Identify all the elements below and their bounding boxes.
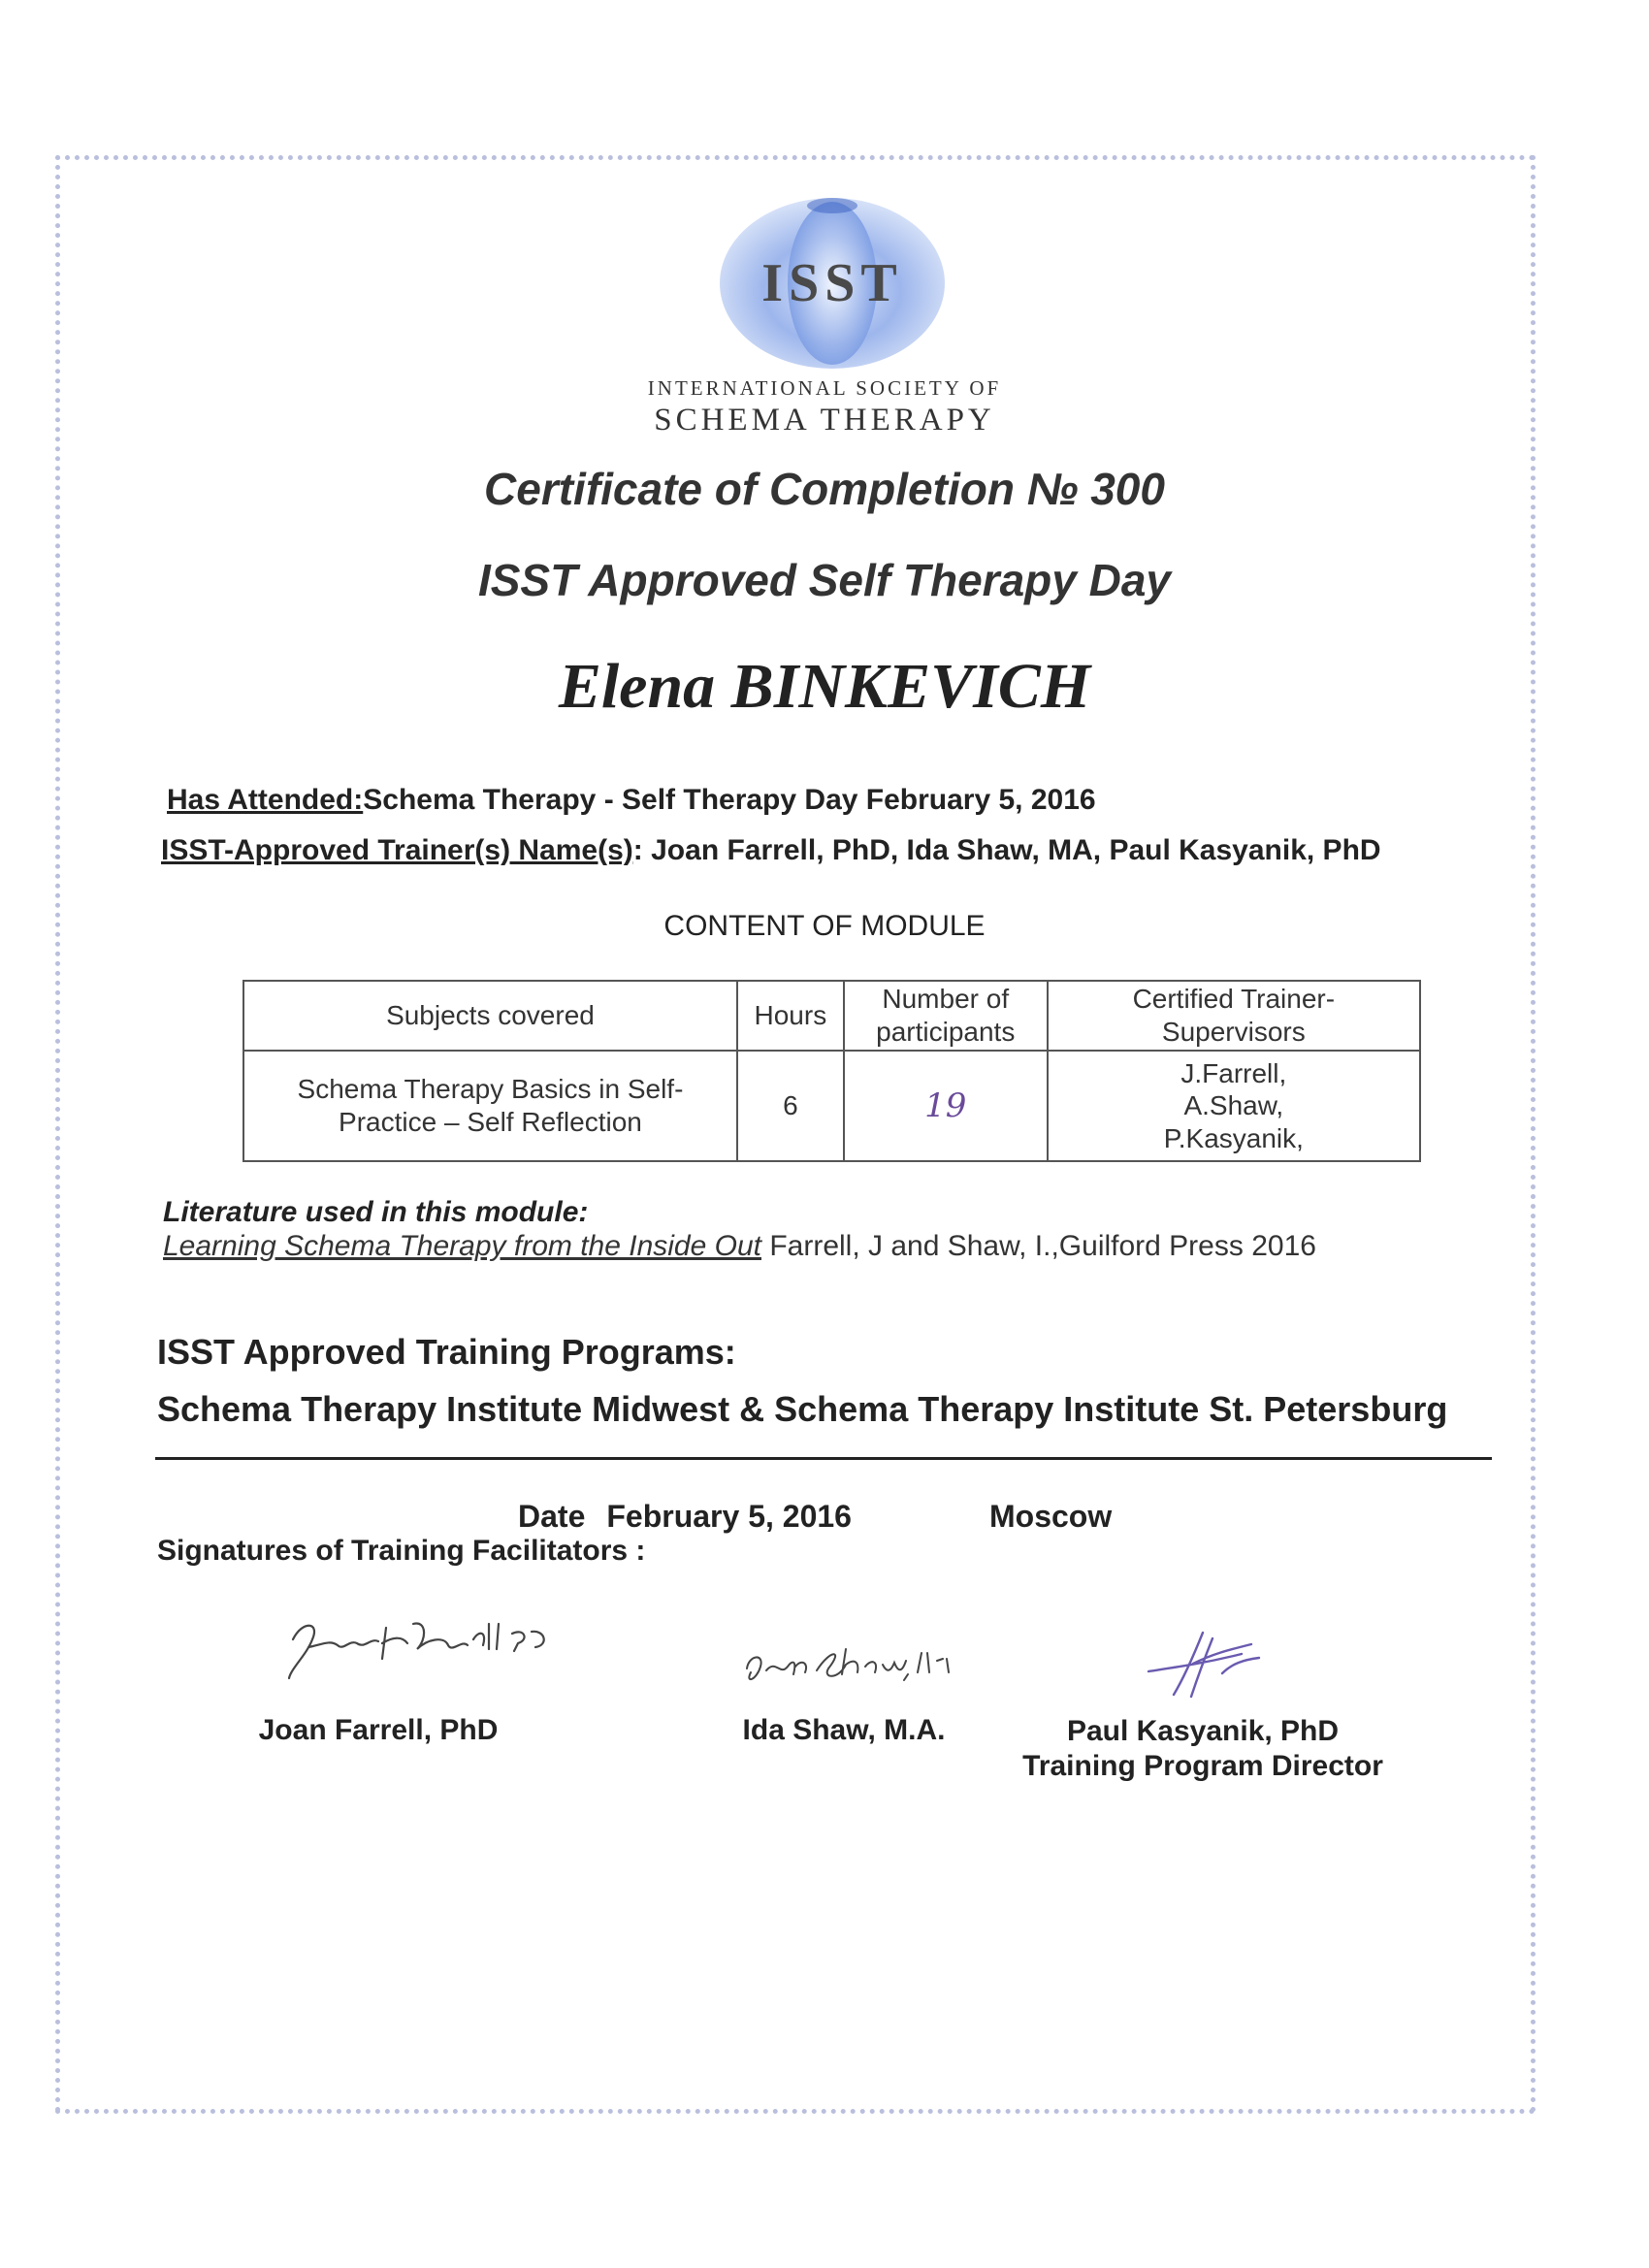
city: Moscow <box>989 1499 1113 1534</box>
supervisor-2: A.Shaw, <box>1183 1090 1284 1121</box>
signature-farrell <box>281 1610 553 1688</box>
signer-farrell: Joan Farrell, PhD <box>258 1714 499 1746</box>
programs-heading: ISST Approved Training Programs: <box>157 1332 736 1372</box>
signer-kasyanik-name: Paul Kasyanik, PhD <box>1066 1715 1340 1747</box>
recipient-name: Elena BINKEVICH <box>558 651 1091 722</box>
header-supervisors-line2: Supervisors <box>1161 1017 1306 1047</box>
certificate-title: Certificate of Completion № 300 <box>484 464 1165 514</box>
supervisor-3: P.Kasyanik, <box>1163 1122 1304 1153</box>
participants-handwritten: 19 <box>924 1085 967 1125</box>
attended-line <box>167 784 1096 817</box>
date-line <box>518 1499 852 1535</box>
org-name-line1: INTERNATIONAL SOCIETY OF <box>647 376 1002 400</box>
header-supervisors <box>1048 981 1420 1051</box>
header-participants <box>844 981 1048 1051</box>
cell-supervisors <box>1048 1051 1420 1161</box>
header-participants-line1: Number of <box>882 984 1010 1015</box>
subject-line1: Schema Therapy Basics in Self- <box>297 1074 684 1105</box>
isst-logo-emblem <box>718 194 947 369</box>
literature-details: Farrell, J and Shaw, I.,Guilford Press 2016 <box>761 1230 1316 1262</box>
date-value: February 5, 2016 <box>606 1499 852 1534</box>
header-supervisors-line1: Certified Trainer- <box>1132 984 1336 1015</box>
signer-kasyanik-role: Training Program Director <box>1022 1750 1383 1782</box>
attended-label: Has Attended: <box>167 784 364 816</box>
literature-line <box>163 1230 1316 1263</box>
cell-hours: 6 <box>737 1051 844 1161</box>
date-label: Date <box>518 1499 586 1534</box>
header-hours: Hours <box>737 981 844 1051</box>
signature-kasyanik <box>1135 1625 1271 1702</box>
programs-value: Schema Therapy Institute Midwest & Schema Therapy Institute St. Petersburg <box>157 1389 1448 1429</box>
module-heading: CONTENT OF MODULE <box>663 910 986 942</box>
supervisor-1: J.Farrell, <box>1180 1057 1287 1088</box>
trainers-label: ISST-Approved Trainer(s) Name(s) <box>161 834 633 866</box>
table-row <box>243 1051 1420 1161</box>
divider <box>155 1457 1492 1460</box>
signature-shaw <box>737 1630 960 1698</box>
module-table <box>242 980 1421 1162</box>
certificate-subtitle: ISST Approved Self Therapy Day <box>477 555 1172 605</box>
signer-shaw: Ida Shaw, M.A. <box>742 1714 946 1746</box>
literature-title: Learning Schema Therapy from the Inside Out <box>163 1230 761 1262</box>
table-header-row <box>243 981 1420 1051</box>
logo-text: ISST <box>761 253 903 313</box>
trainers-line <box>161 834 1381 867</box>
signer-kasyanik <box>980 1714 1426 1784</box>
cell-participants <box>844 1051 1048 1161</box>
subject-line2: Practice – Self Reflection <box>339 1107 642 1137</box>
header-subjects: Subjects covered <box>243 981 737 1051</box>
signatures-heading: Signatures of Training Facilitators : <box>157 1535 646 1567</box>
cell-subject <box>243 1051 737 1161</box>
attended-value: Schema Therapy - Self Therapy Day February 5, 2016 <box>363 784 1096 816</box>
isst-logo <box>718 194 947 369</box>
header-participants-line2: participants <box>876 1017 1016 1047</box>
literature-heading: Literature used in this module: <box>163 1196 589 1228</box>
trainers-value: : Joan Farrell, PhD, Ida Shaw, MA, Paul Kasyanik, PhD <box>632 834 1381 866</box>
org-name-line2: SCHEMA THERAPY <box>654 403 995 437</box>
